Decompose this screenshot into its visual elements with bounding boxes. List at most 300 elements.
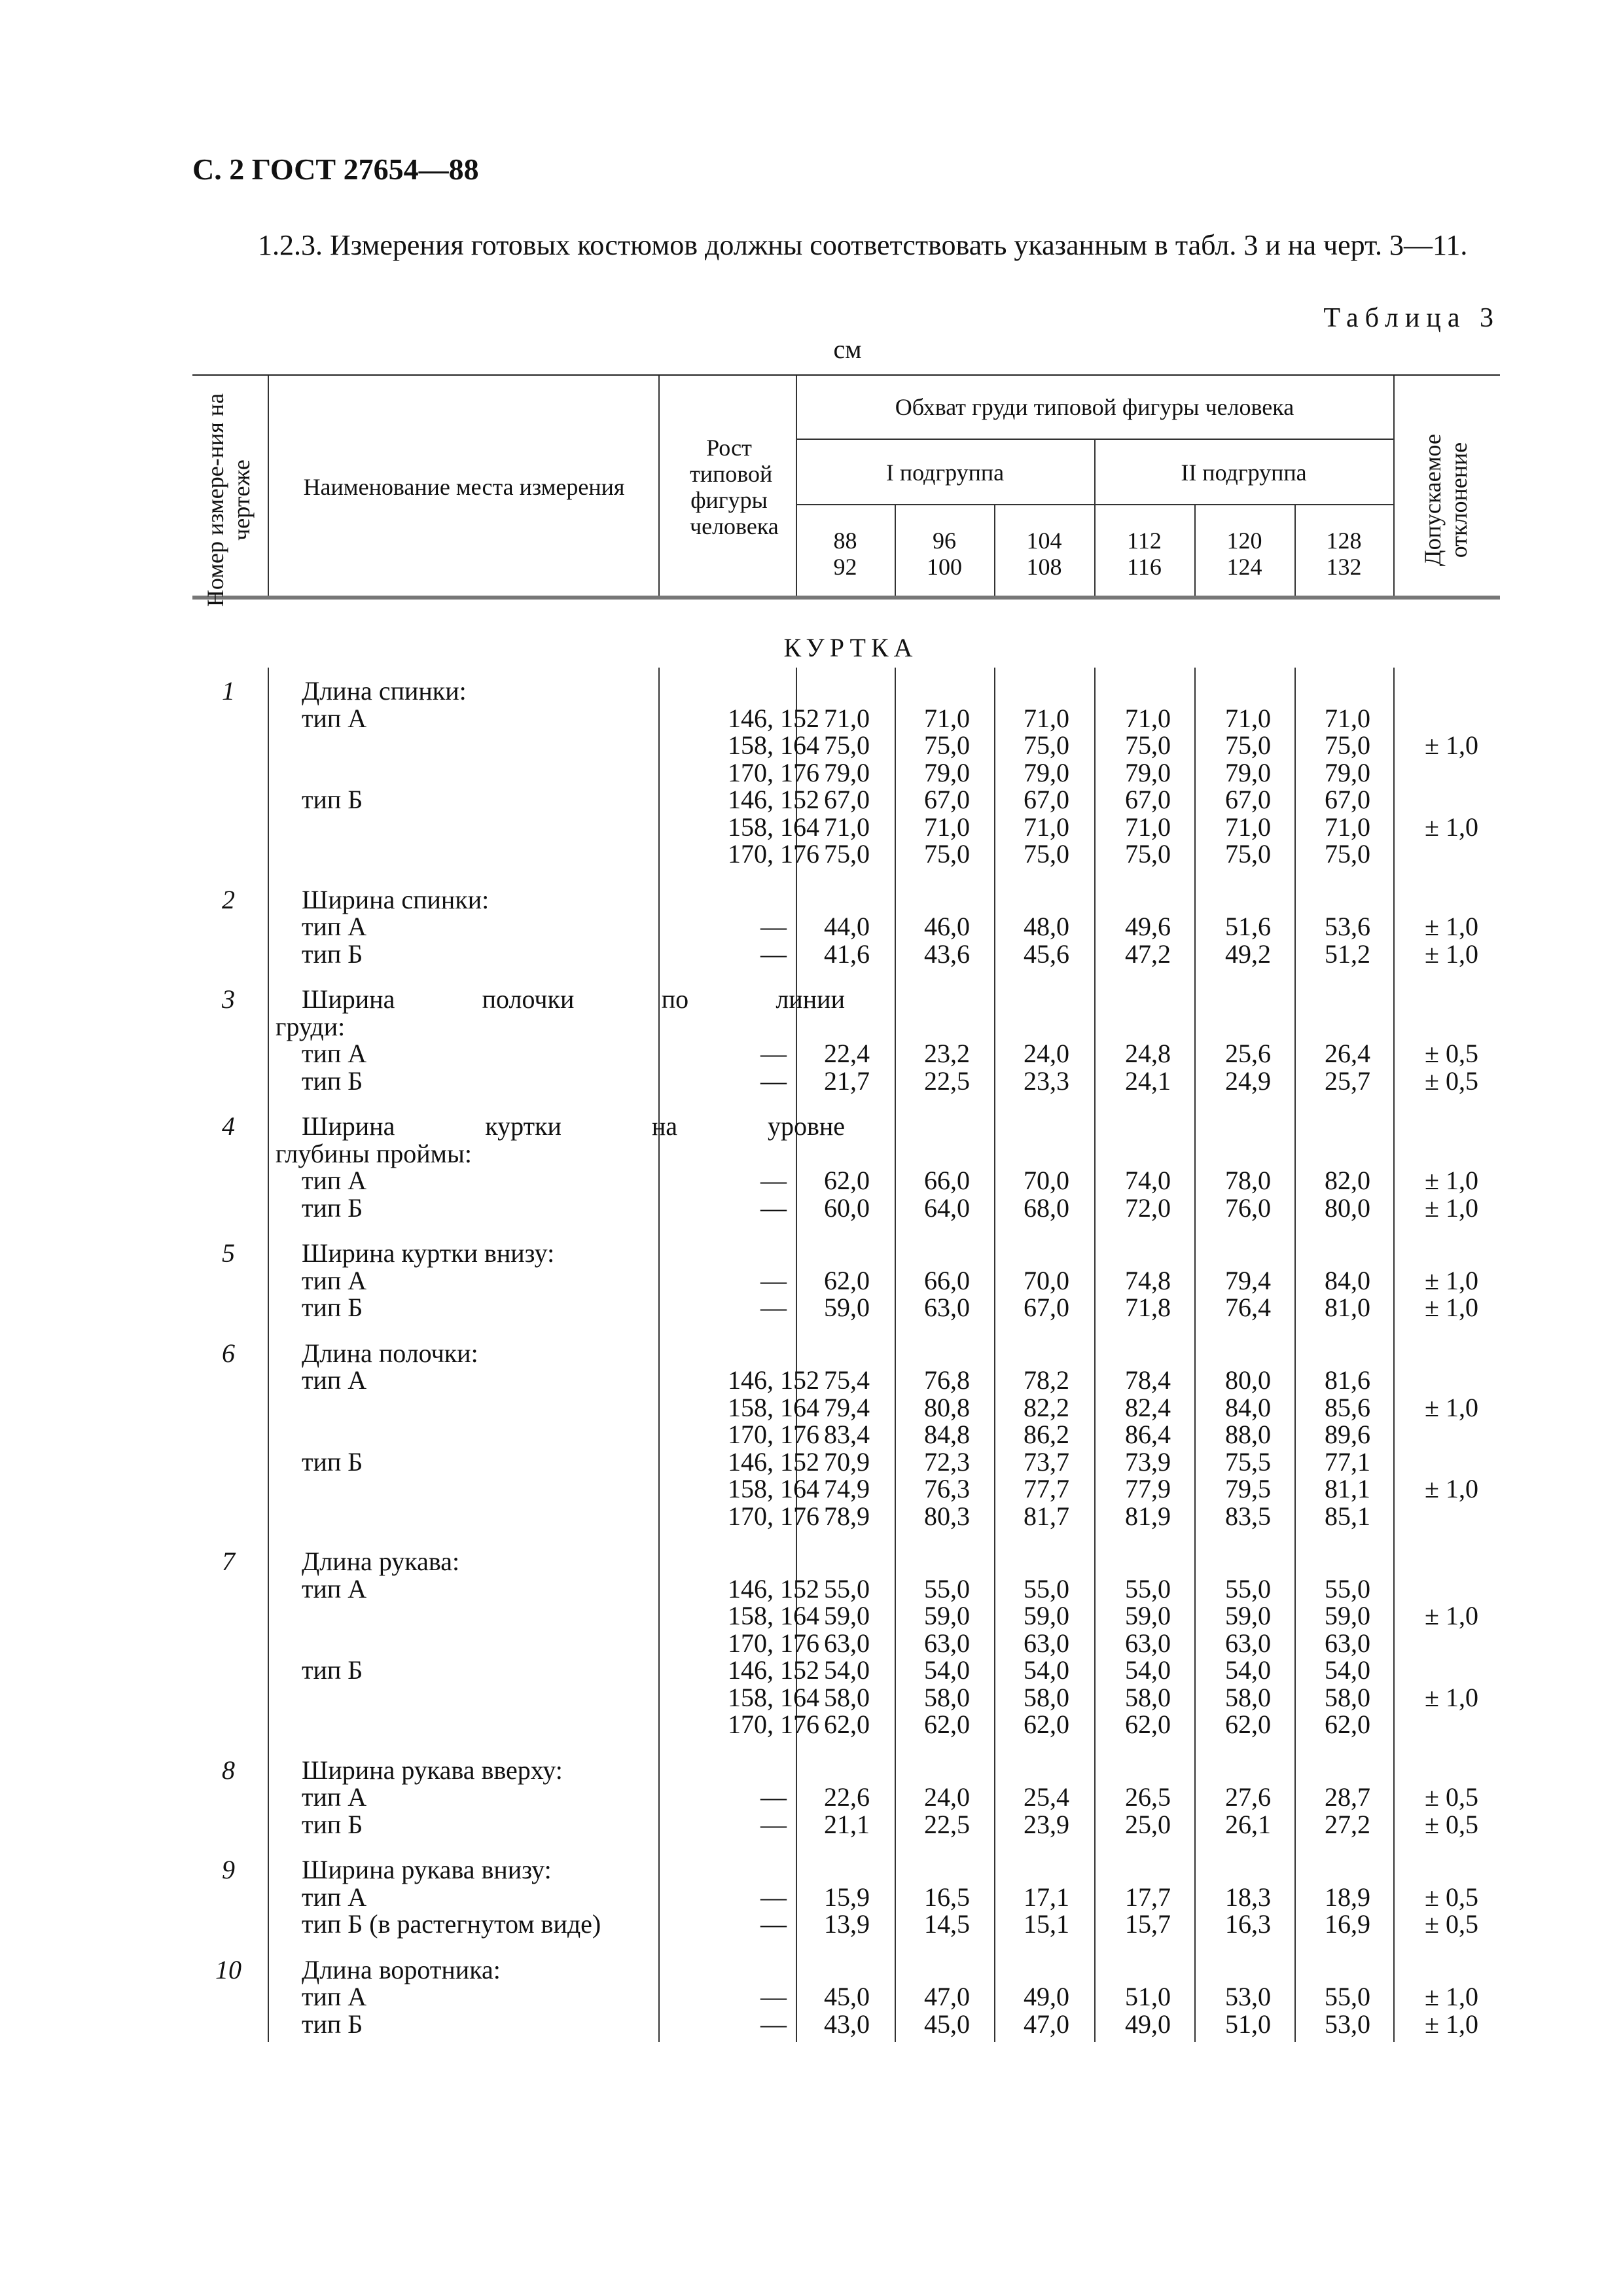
table-row (192, 1983, 1500, 2011)
table-row (192, 677, 1500, 705)
measurement-value: 62,0 (1225, 1710, 1271, 1739)
growth-value: — (760, 1166, 787, 1195)
measurement-value: 58,0 (1125, 1682, 1171, 1712)
measurement-number: 1 (222, 676, 235, 706)
table-row (192, 1367, 1500, 1394)
measurement-value: 79,0 (1024, 757, 1069, 787)
measurement-group (192, 1956, 1500, 2038)
measurement-value: 75,0 (1225, 839, 1271, 869)
measurement-value: 72,3 (924, 1446, 970, 1477)
measurement-value: 59,0 (824, 1601, 870, 1630)
measurement-value: 27,2 (1325, 1809, 1370, 1839)
measurement-value: 18,9 (1325, 1882, 1370, 1912)
measurement-value: 81,6 (1325, 1365, 1370, 1395)
measurement-value: 53,0 (1325, 2009, 1370, 2039)
measurement-value: 59,0 (924, 1601, 970, 1630)
measurement-value: 74,0 (1125, 1166, 1171, 1195)
measurement-value: 86,4 (1125, 1420, 1171, 1449)
measurement-value: 67,0 (1125, 785, 1171, 814)
measurement-value: 67,0 (1225, 785, 1271, 814)
tolerance-value: ± 0,5 (1425, 1066, 1478, 1096)
measurement-value: 21,1 (824, 1809, 870, 1839)
measurement-value: 26,5 (1125, 1782, 1171, 1812)
measurement-name: тип А (302, 1573, 367, 1604)
measurement-value: 24,0 (924, 1782, 970, 1812)
measurement-value: 25,6 (1225, 1039, 1271, 1068)
measurement-value: 85,6 (1325, 1392, 1370, 1422)
growth-value: 158, 164 (728, 812, 819, 842)
measurement-value: 43,0 (824, 2009, 870, 2039)
tolerance-value: ± 1,0 (1425, 1265, 1478, 1295)
table-row (192, 941, 1500, 968)
measurement-value: 22,4 (824, 1039, 870, 1068)
table-row (192, 1067, 1500, 1095)
tolerance-value: ± 1,0 (1425, 1474, 1478, 1503)
growth-value: — (760, 1782, 787, 1812)
tolerance-value: ± 1,0 (1425, 939, 1478, 969)
growth-value: — (760, 939, 787, 969)
measurement-name: Ширина рукава внизу: (302, 1855, 552, 1884)
measurement-value: 63,0 (1125, 1628, 1171, 1658)
measurement-value: 51,2 (1325, 939, 1370, 969)
table-row (192, 759, 1500, 787)
measurement-name: Длина полочки: (302, 1338, 478, 1368)
measurement-value: 67,0 (1325, 785, 1370, 814)
measurement-value: 51,0 (1225, 2009, 1271, 2039)
measurement-value: 79,0 (824, 757, 870, 787)
table-row (192, 1602, 1500, 1630)
measurement-value: 79,4 (824, 1392, 870, 1422)
measurement-value: 62,0 (1125, 1710, 1171, 1739)
measurement-value: 79,4 (1225, 1265, 1271, 1295)
measurement-value: 88,0 (1225, 1420, 1271, 1449)
measurement-group (192, 1757, 1500, 1839)
col-tolerance-header: Допускаемое отклонение (1419, 434, 1472, 566)
measurement-name: тип А (302, 1265, 367, 1295)
measurement-name: тип Б (302, 2009, 363, 2039)
table-row (192, 1503, 1500, 1530)
growth-value: — (760, 1809, 787, 1839)
measurement-value: 74,8 (1125, 1265, 1171, 1295)
measurement-value: 75,5 (1225, 1446, 1271, 1477)
measurement-value: 83,4 (824, 1420, 870, 1449)
intro-paragraph: 1.2.3. Измерения готовых костюмов должны соответствовать указанным в табл. 3 и на черт. 3—11. (258, 229, 1468, 261)
measurement-value: 62,0 (824, 1265, 870, 1295)
measurement-value: 63,0 (1024, 1628, 1069, 1658)
measurement-value: 46,0 (924, 912, 970, 941)
measurement-value: 22,6 (824, 1782, 870, 1812)
tolerance-value: ± 1,0 (1425, 1392, 1478, 1422)
measurement-value: 84,0 (1225, 1392, 1271, 1422)
tolerance-value: ± 1,0 (1425, 812, 1478, 842)
measurement-value: 62,0 (924, 1710, 970, 1739)
measurement-value: 76,0 (1225, 1193, 1271, 1223)
section-title: КУРТКА (783, 633, 918, 662)
measurement-value: 45,6 (1024, 939, 1069, 969)
measurement-number: 3 (222, 984, 235, 1014)
measurement-value: 54,0 (824, 1655, 870, 1685)
size-cell: 112 116 (1127, 528, 1162, 580)
measurement-value: 78,4 (1125, 1365, 1171, 1395)
table-row (192, 1548, 1500, 1575)
table-body (192, 677, 1500, 2056)
growth-value: — (760, 1293, 787, 1322)
measurement-group (192, 1856, 1500, 1938)
measurement-value: 79,0 (1325, 757, 1370, 787)
measurement-value: 45,0 (924, 2009, 970, 2039)
measurement-name: тип А (302, 1882, 367, 1912)
measurement-value: 71,0 (1225, 812, 1271, 842)
measurement-value: 41,6 (824, 939, 870, 969)
measurement-name (302, 986, 845, 1013)
measurement-value: 15,9 (824, 1882, 870, 1912)
measurement-value: 75,0 (924, 839, 970, 869)
measurement-value: 58,0 (924, 1682, 970, 1712)
table-row (192, 2011, 1500, 2038)
measurement-value: 74,9 (824, 1474, 870, 1503)
measurement-value: 84,0 (1325, 1265, 1370, 1295)
table-row (192, 1956, 1500, 1984)
growth-value: 170, 176 (728, 1710, 819, 1739)
measurement-value: 43,6 (924, 939, 970, 969)
table-row (192, 1167, 1500, 1194)
measurement-value: 80,3 (924, 1501, 970, 1531)
measurement-value: 89,6 (1325, 1420, 1370, 1449)
growth-value: — (760, 1882, 787, 1912)
measurement-value: 58,0 (1325, 1682, 1370, 1712)
measurement-value: 62,0 (1325, 1710, 1370, 1739)
measurement-name: тип Б (302, 1293, 363, 1322)
measurement-number: 7 (222, 1547, 235, 1576)
measurement-value: 66,0 (924, 1166, 970, 1195)
growth-value: — (760, 1039, 787, 1068)
measurement-value: 63,0 (1225, 1628, 1271, 1658)
growth-value: 170, 176 (728, 839, 819, 869)
measurement-value: 62,0 (1024, 1710, 1069, 1739)
measurement-value: 54,0 (1325, 1655, 1370, 1685)
growth-value: 158, 164 (728, 1682, 819, 1712)
table-row (192, 1294, 1500, 1321)
word: полочки (482, 984, 575, 1014)
measurement-name: тип Б (302, 1655, 363, 1685)
measurement-value: 76,8 (924, 1365, 970, 1395)
measurement-value: 63,0 (924, 1628, 970, 1658)
tolerance-value: ± 0,5 (1425, 1882, 1478, 1912)
growth-value: 146, 152 (728, 1446, 819, 1477)
measurement-value: 75,0 (924, 730, 970, 760)
measurement-value: 75,0 (1024, 839, 1069, 869)
measurement-value: 72,0 (1125, 1193, 1171, 1223)
table-row (192, 1394, 1500, 1422)
measurement-value: 53,6 (1325, 912, 1370, 941)
measurement-value: 79,0 (924, 757, 970, 787)
measurement-value: 81,0 (1325, 1293, 1370, 1322)
measurement-name: тип Б (302, 1809, 363, 1839)
measurement-value: 49,0 (1024, 1982, 1069, 2011)
measurement-value: 70,9 (824, 1446, 870, 1477)
growth-value: 146, 152 (728, 1365, 819, 1395)
measurement-value: 71,0 (1225, 703, 1271, 733)
measurement-value: 66,0 (924, 1265, 970, 1295)
measurement-value: 76,4 (1225, 1293, 1271, 1322)
table-row (192, 1013, 1500, 1041)
table-row (192, 1448, 1500, 1476)
growth-value: 158, 164 (728, 730, 819, 760)
measurement-value: 54,0 (1225, 1655, 1271, 1685)
measurement-value: 73,7 (1024, 1446, 1069, 1477)
measurement-number: 10 (215, 1954, 241, 1984)
size-cell: 120 124 (1226, 528, 1262, 580)
measurement-value: 25,7 (1325, 1066, 1370, 1096)
measurement-value: 59,0 (1225, 1601, 1271, 1630)
measurement-value: 59,0 (1325, 1601, 1370, 1630)
measurement-name: Ширина спинки: (302, 884, 490, 914)
tolerance-value: ± 1,0 (1425, 2009, 1478, 2039)
growth-value: 146, 152 (728, 1573, 819, 1604)
measurement-value: 86,2 (1024, 1420, 1069, 1449)
measurement-value: 14,5 (924, 1909, 970, 1939)
measurement-value: 28,7 (1325, 1782, 1370, 1812)
table-row (192, 1757, 1500, 1784)
measurement-value: 80,8 (924, 1392, 970, 1422)
measurement-value: 59,0 (1125, 1601, 1171, 1630)
measurement-value: 81,9 (1125, 1501, 1171, 1531)
growth-value: 146, 152 (728, 703, 819, 733)
measurement-value: 63,0 (824, 1628, 870, 1658)
word: Ширина (302, 1111, 395, 1141)
measurement-value: 26,4 (1325, 1039, 1370, 1068)
measurement-value: 47,0 (924, 1982, 970, 2011)
measurement-value: 77,7 (1024, 1474, 1069, 1503)
measurement-value: 73,9 (1125, 1446, 1171, 1477)
measurement-number: 8 (222, 1755, 235, 1785)
measurement-value: 16,9 (1325, 1909, 1370, 1939)
measurement-name: тип Б (302, 1066, 363, 1096)
col-growth-header: Рост типовой фигуры человека (690, 435, 779, 539)
measurement-name: Длина рукава: (302, 1547, 460, 1576)
measurement-value: 75,0 (824, 730, 870, 760)
measurement-name: груди: (276, 1011, 346, 1041)
measurement-value: 70,0 (1024, 1265, 1069, 1295)
measurement-value: 67,0 (924, 785, 970, 814)
table-row (192, 1575, 1500, 1603)
growth-value: 158, 164 (728, 1601, 819, 1630)
measurement-value: 80,0 (1325, 1193, 1370, 1223)
measurement-value: 16,5 (924, 1882, 970, 1912)
measurement-value: 25,0 (1125, 1809, 1171, 1839)
table-caption: Таблица 3 (1323, 303, 1500, 333)
measurement-value: 68,0 (1024, 1193, 1069, 1223)
measurement-name: тип А (302, 1039, 367, 1068)
measurement-value: 58,0 (824, 1682, 870, 1712)
measurement-value: 84,8 (924, 1420, 970, 1449)
table-row (192, 1140, 1500, 1168)
table-row (192, 1040, 1500, 1067)
tolerance-value: ± 1,0 (1425, 1293, 1478, 1322)
table-row (192, 1340, 1500, 1367)
measurement-value: 55,0 (924, 1573, 970, 1604)
measurement-value: 55,0 (1225, 1573, 1271, 1604)
measurement-value: 15,7 (1125, 1909, 1171, 1939)
measurement-value: 81,7 (1024, 1501, 1069, 1531)
measurement-value: 23,2 (924, 1039, 970, 1068)
measurement-value: 82,4 (1125, 1392, 1171, 1422)
measurement-value: 75,4 (824, 1365, 870, 1395)
measurement-value: 55,0 (1325, 1573, 1370, 1604)
tolerance-value: ± 1,0 (1425, 1682, 1478, 1712)
growth-value: — (760, 1909, 787, 1939)
measurement-value: 79,0 (1125, 757, 1171, 787)
page-header: С. 2 ГОСТ 27654—88 (192, 152, 479, 186)
measurement-value: 53,0 (1225, 1982, 1271, 2011)
tolerance-value: ± 1,0 (1425, 1166, 1478, 1195)
measurement-group (192, 1340, 1500, 1530)
measurement-value: 58,0 (1225, 1682, 1271, 1712)
measurement-value: 17,7 (1125, 1882, 1171, 1912)
table-row (192, 1811, 1500, 1839)
measurement-value: 16,3 (1225, 1909, 1271, 1939)
measurement-value: 24,9 (1225, 1066, 1271, 1096)
measurement-value: 70,0 (1024, 1166, 1069, 1195)
measurement-value: 55,0 (1325, 1982, 1370, 2011)
growth-value: — (760, 1193, 787, 1223)
table-row (192, 705, 1500, 732)
table-row (192, 786, 1500, 814)
table-row (192, 1630, 1500, 1657)
growth-value: 146, 152 (728, 1655, 819, 1685)
measurement-value: 81,1 (1325, 1474, 1370, 1503)
measurement-value: 67,0 (1024, 1293, 1069, 1322)
measurement-name: тип А (302, 1166, 367, 1195)
measurement-value: 59,0 (1024, 1601, 1069, 1630)
measurement-value: 80,0 (1225, 1365, 1271, 1395)
measurement-value: 26,1 (1225, 1809, 1271, 1839)
measurement-value: 76,3 (924, 1474, 970, 1503)
growth-value: 170, 176 (728, 1628, 819, 1658)
measurement-value: 62,0 (824, 1710, 870, 1739)
measurement-group (192, 677, 1500, 868)
table-row (192, 1657, 1500, 1684)
measurement-value: 67,0 (1024, 785, 1069, 814)
measurement-value: 71,0 (924, 703, 970, 733)
measurement-value: 71,0 (924, 812, 970, 842)
measurement-value: 78,2 (1024, 1365, 1069, 1395)
measurement-value: 75,0 (1024, 730, 1069, 760)
measurement-value: 49,0 (1125, 2009, 1171, 2039)
measurement-value: 22,5 (924, 1809, 970, 1839)
word: куртки (485, 1111, 562, 1141)
measurement-value: 48,0 (1024, 912, 1069, 941)
measurement-name: Длина воротника: (302, 1954, 501, 1984)
measurement-value: 22,5 (924, 1066, 970, 1096)
measurement-value: 71,0 (1325, 703, 1370, 733)
measurement-name: глубины проймы: (276, 1138, 472, 1168)
measurement-number: 4 (222, 1111, 235, 1141)
measurement-value: 75,0 (1325, 839, 1370, 869)
measurement-value: 78,0 (1225, 1166, 1271, 1195)
measurement-value: 60,0 (824, 1193, 870, 1223)
measurement-number: 2 (222, 884, 235, 914)
measurement-value: 63,0 (924, 1293, 970, 1322)
measurement-value: 54,0 (1125, 1655, 1171, 1685)
table-row (192, 1711, 1500, 1738)
table-row (192, 1784, 1500, 1811)
size-cell: 104 108 (1026, 528, 1062, 580)
measurement-group (192, 1240, 1500, 1321)
measurement-value: 15,1 (1024, 1909, 1069, 1939)
growth-value: — (760, 1982, 787, 2011)
col-subgroup1-header: I подгруппа (885, 459, 1005, 486)
table-row (192, 1267, 1500, 1295)
word: линии (776, 984, 845, 1014)
col-number-header: Номер измере-ния на чертеже (202, 393, 255, 607)
table-row (192, 1910, 1500, 1938)
growth-value: — (760, 1265, 787, 1295)
measurement-name: тип А (302, 912, 367, 941)
measurement-value: 63,0 (1325, 1628, 1370, 1658)
measurement-value: 13,9 (824, 1909, 870, 1939)
table-row (192, 1684, 1500, 1712)
measurement-value: 75,0 (1125, 839, 1171, 869)
table-row (192, 1240, 1500, 1267)
table-row (192, 886, 1500, 914)
measurement-value: 55,0 (1024, 1573, 1069, 1604)
measurement-name: Длина спинки: (302, 676, 467, 706)
measurement-value: 75,0 (1125, 730, 1171, 760)
measurement-group (192, 986, 1500, 1094)
measurement-value: 54,0 (1024, 1655, 1069, 1685)
col-chest-header: Обхват груди типовой фигуры человека (895, 394, 1294, 420)
measurement-value: 79,5 (1225, 1474, 1271, 1503)
measurement-value: 77,1 (1325, 1446, 1370, 1477)
measurement-value: 71,0 (1125, 812, 1171, 842)
measurement-value: 71,0 (1024, 703, 1069, 733)
growth-value: 158, 164 (728, 1474, 819, 1503)
measurement-value: 49,2 (1225, 939, 1271, 969)
tolerance-value: ± 1,0 (1425, 912, 1478, 941)
table-row (192, 1856, 1500, 1884)
measurement-value: 64,0 (924, 1193, 970, 1223)
tolerance-value: ± 0,5 (1425, 1782, 1478, 1812)
growth-value: 170, 176 (728, 1420, 819, 1449)
table-row (192, 1475, 1500, 1503)
tolerance-value: ± 1,0 (1425, 1982, 1478, 2011)
measurement-name: Ширина рукава вверху: (302, 1755, 563, 1785)
measurement-value: 59,0 (824, 1293, 870, 1322)
measurement-value: 85,1 (1325, 1501, 1370, 1531)
measurement-name: тип А (302, 1365, 367, 1395)
table-row (192, 1884, 1500, 1911)
table-row (192, 732, 1500, 759)
tolerance-value: ± 0,5 (1425, 1909, 1478, 1939)
table-header (192, 374, 1500, 607)
measurement-value: 75,0 (1325, 730, 1370, 760)
measurement-value: 27,6 (1225, 1782, 1271, 1812)
growth-value: — (760, 2009, 787, 2039)
measurement-name: тип Б (302, 939, 363, 969)
measurement-name: Ширина куртки внизу: (302, 1238, 555, 1268)
measurement-name: тип Б (в растегнутом виде) (302, 1909, 601, 1939)
word: Ширина (302, 984, 395, 1014)
measurement-group (192, 886, 1500, 968)
measurement-value: 71,0 (824, 812, 870, 842)
measurement-name: тип Б (302, 1446, 363, 1477)
units-label: см (833, 334, 862, 364)
table-row (192, 840, 1500, 868)
measurement-group (192, 1113, 1500, 1221)
measurement-value: 51,6 (1225, 912, 1271, 941)
growth-value: — (760, 1066, 787, 1096)
